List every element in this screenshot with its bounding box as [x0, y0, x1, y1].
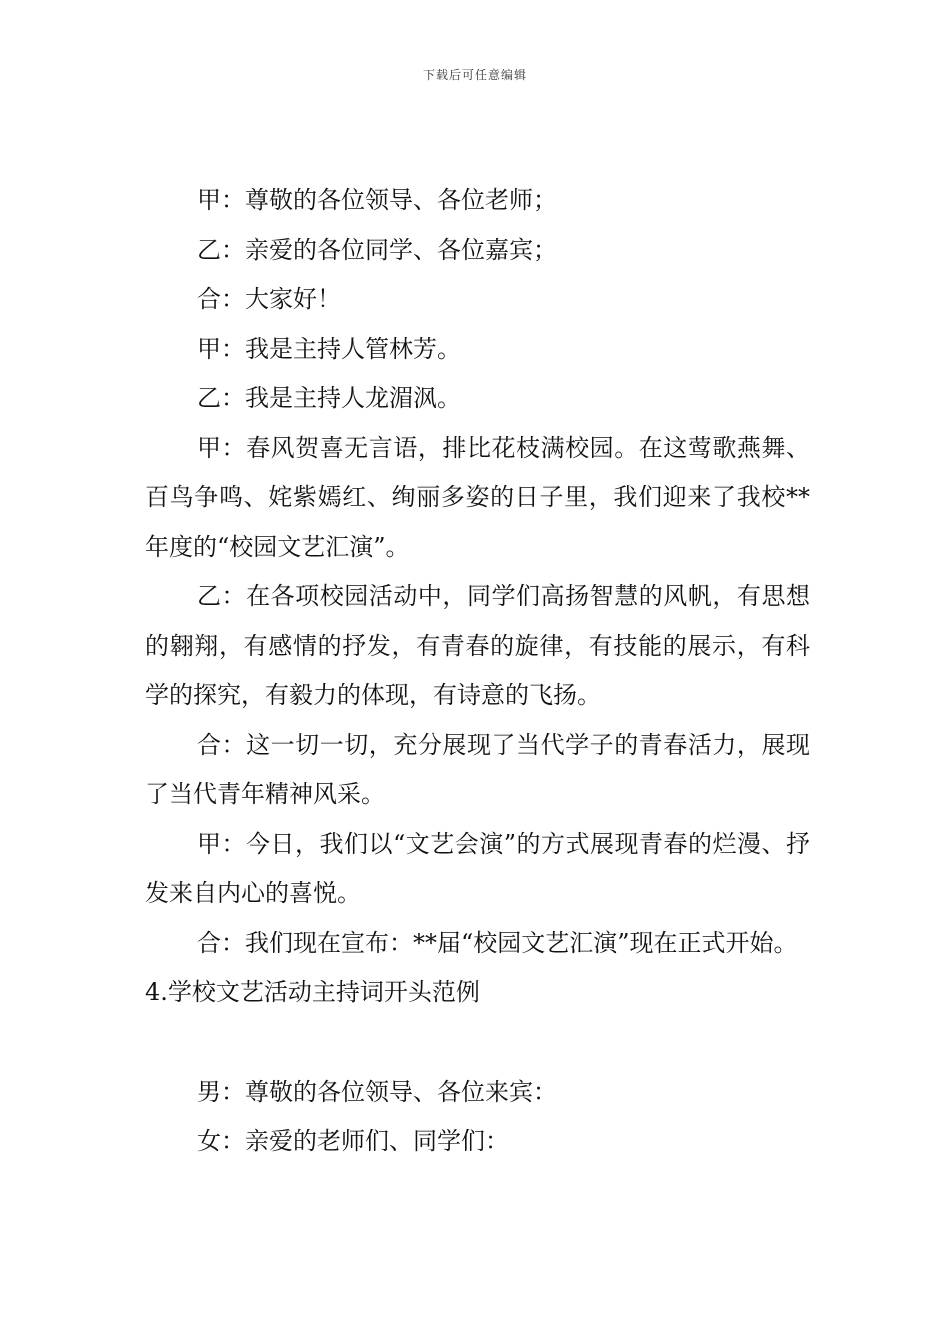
- document-body: [145, 176, 810, 1167]
- paragraph: 男：尊敬的各位领导、各位来宾：: [197, 1077, 557, 1106]
- paragraph: 甲：我是主持人管林芳。: [197, 334, 461, 363]
- paragraph: 合：大家好！: [197, 285, 341, 313]
- blank-line: [145, 1018, 810, 1068]
- header-note: 下载后可任意编辑: [422, 68, 527, 82]
- paragraph: 乙：在各项校园活动中，同学们高扬智慧的风帆，有思想的翱翔，有感情的抒发，有青春的旋律，有技能的展示，有科学的探究，有毅力的体现，有诗意的飞扬。: [145, 582, 810, 709]
- paragraph: 甲：春风贺喜无言语，排比花枝满校园。在这莺歌燕舞、百鸟争鸣、姹紫嫣红、绚丽多姿的日子里，我们迎来了我校**年度的“校园文艺汇演”。: [145, 433, 810, 561]
- paragraph: 乙：亲爱的各位同学、各位嘉宾；: [197, 235, 557, 264]
- paragraph: 女：亲爱的老师们、同学们：: [197, 1127, 509, 1155]
- paragraph: 合：我们现在宣布：**届“校园文艺汇演”现在正式开始。: [197, 928, 798, 957]
- paragraph: 合：这一切一切，充分展现了当代学子的青春活力，展现了当代青年精神风采。: [145, 730, 810, 808]
- section-heading: 4.学校文艺活动主持词开头范例: [145, 978, 480, 1006]
- paragraph: 乙：我是主持人龙湄沨。: [197, 384, 461, 412]
- paragraph: 甲：今日，我们以“文艺会演”的方式展现青春的烂漫、抒发来自内心的喜悦。: [145, 829, 810, 907]
- paragraph: 甲：尊敬的各位领导、各位老师；: [197, 186, 557, 214]
